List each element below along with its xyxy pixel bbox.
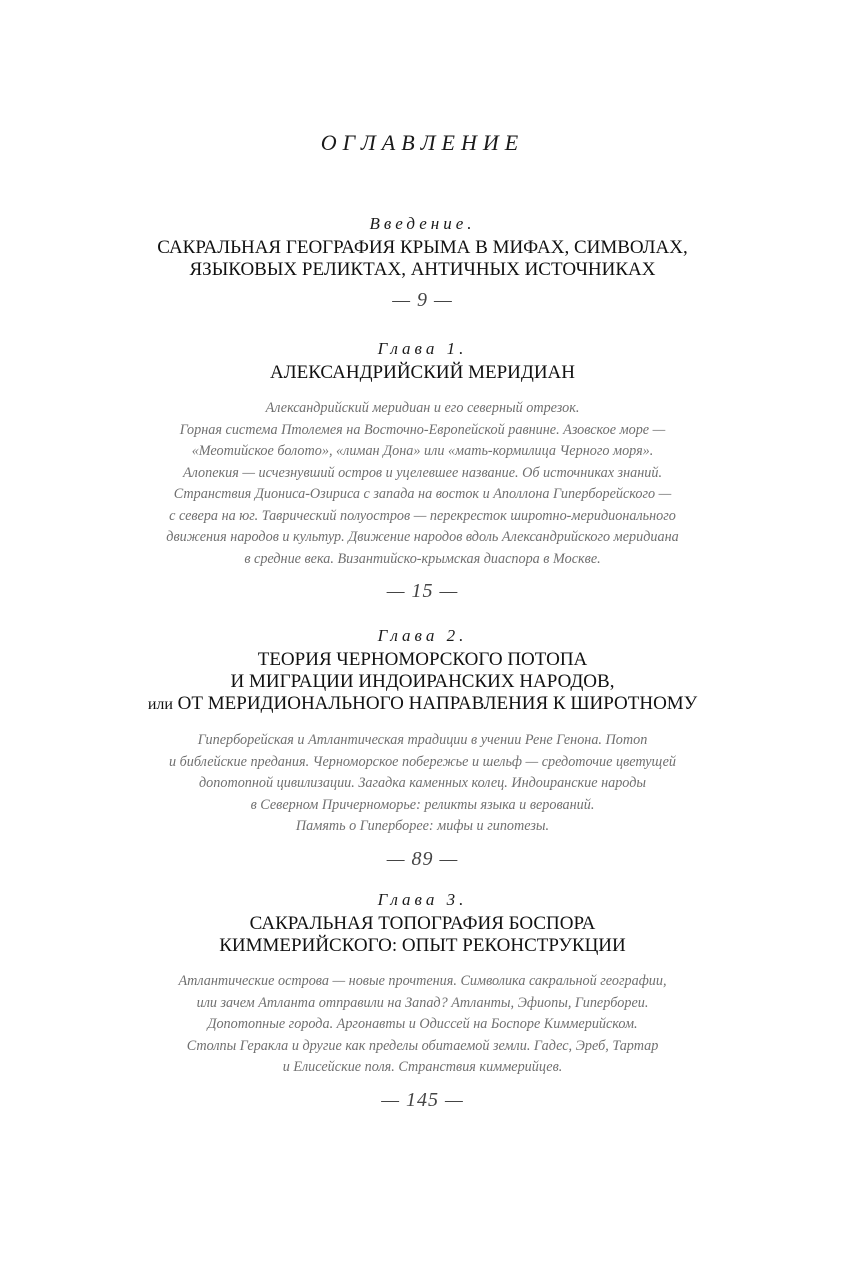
toc-entry-introduction[interactable] (0, 212, 845, 313)
entry-summary (0, 398, 845, 570)
summary-line: Александрийский меридиан и его северный отрезок. (265, 400, 580, 416)
page-number: — 89 — (386, 847, 459, 870)
entry-label: Глава 1. (377, 339, 468, 358)
summary-line: движения народов и культур. Движение народов вдоль Александрийского меридиана (166, 529, 679, 545)
entry-summary (0, 971, 845, 1079)
toc-entry-chapter-3[interactable] (0, 888, 845, 1113)
page-number: — 145 — (381, 1088, 464, 1111)
summary-line: Память о Гиперборее: мифы и гипотезы. (295, 818, 550, 834)
summary-line: «Меотийское болото», «лиман Дона» или «мать-кормилица Черного моря». (191, 443, 654, 459)
heading-line: АЛЕКСАНДРИЙСКИЙ МЕРИДИАН (269, 362, 575, 383)
entry-label: Введение. (369, 214, 476, 233)
summary-line: или зачем Атланта отправили на Запад? Атланты, Эфиопы, Гипербореи. (196, 994, 649, 1011)
summary-line: в Северном Причерноморье: реликты языка и верований. (250, 796, 595, 813)
heading-line: ТЕОРИЯ ЧЕРНОМОРСКОГО ПОТОПА (257, 649, 588, 670)
summary-line: допотопной цивилизации. Загадка каменных колец. Индоиранские народы (198, 775, 647, 791)
heading-prefix: или (147, 696, 173, 713)
heading-line: КИММЕРИЙСКОГО: ОПЫТ РЕКОНСТРУКЦИИ (219, 935, 626, 956)
summary-line: в средние века. Византийско-крымская диаспора в Москве. (244, 550, 601, 567)
summary-line: Гиперборейская и Атлантическая традиции в учении Рене Генона. Потоп (197, 732, 648, 748)
page-title: ОГЛАВЛЕНИЕ (320, 130, 525, 155)
summary-line: Алопекия — исчезнувший остров и уцелевшее название. Об источниках знаний. (182, 464, 662, 481)
heading-line: ЯЗЫКОВЫХ РЕЛИКТАХ, АНТИЧНЫХ ИСТОЧНИКАХ (189, 259, 656, 280)
heading-rest: ОТ МЕРИДИОНАЛЬНОГО НАПРАВЛЕНИЯ К ШИРОТНОМУ (172, 693, 698, 714)
summary-line: Странствия Диониса-Озириса с запада на восток и Аполлона Гиперборейского — (173, 486, 672, 502)
entry-summary (0, 730, 845, 838)
entry-heading (0, 913, 845, 957)
entry-heading (0, 237, 845, 281)
heading-line (0, 693, 845, 716)
entry-label: Глава 2. (377, 626, 468, 645)
entry-label: Глава 3. (377, 890, 468, 909)
page-number: — 15 — (386, 580, 459, 602)
summary-line: и библейские предания. Черноморское побережье и шельф — средоточие цветущей (169, 753, 676, 770)
summary-line: Атлантические острова — новые прочтения. Символика сакральной географии, (178, 973, 667, 989)
heading-line: САКРАЛЬНАЯ ГЕОГРАФИЯ КРЫМА В МИФАХ, СИМВОЛАХ, (157, 237, 688, 258)
entry-heading (0, 649, 845, 716)
page-number: — 9 — (392, 289, 453, 311)
entry-heading (0, 362, 845, 384)
summary-line: с севера на юг. Таврический полуостров — перекресток широтно-меридионального (169, 507, 676, 524)
heading-line: И МИГРАЦИИ ИНДОИРАНСКИХ НАРОДОВ, (230, 671, 615, 692)
toc-entry-chapter-1[interactable] (0, 337, 845, 604)
heading-line: САКРАЛЬНАЯ ТОПОГРАФИЯ БОСПОРА (249, 913, 596, 934)
summary-line: Столпы Геракла и другие как пределы обитаемой земли. Гадес, Эреб, Тартар (186, 1037, 659, 1054)
summary-line: Горная система Птолемея на Восточно-Европейской равнине. Азовское море — (179, 421, 666, 438)
summary-line: Допотопные города. Аргонавты и Одиссей на Боспоре Киммерийском. (207, 1016, 638, 1032)
summary-line: и Елисейские поля. Странствия киммерийцев. (282, 1059, 563, 1075)
toc-entry-chapter-2[interactable] (0, 624, 845, 872)
